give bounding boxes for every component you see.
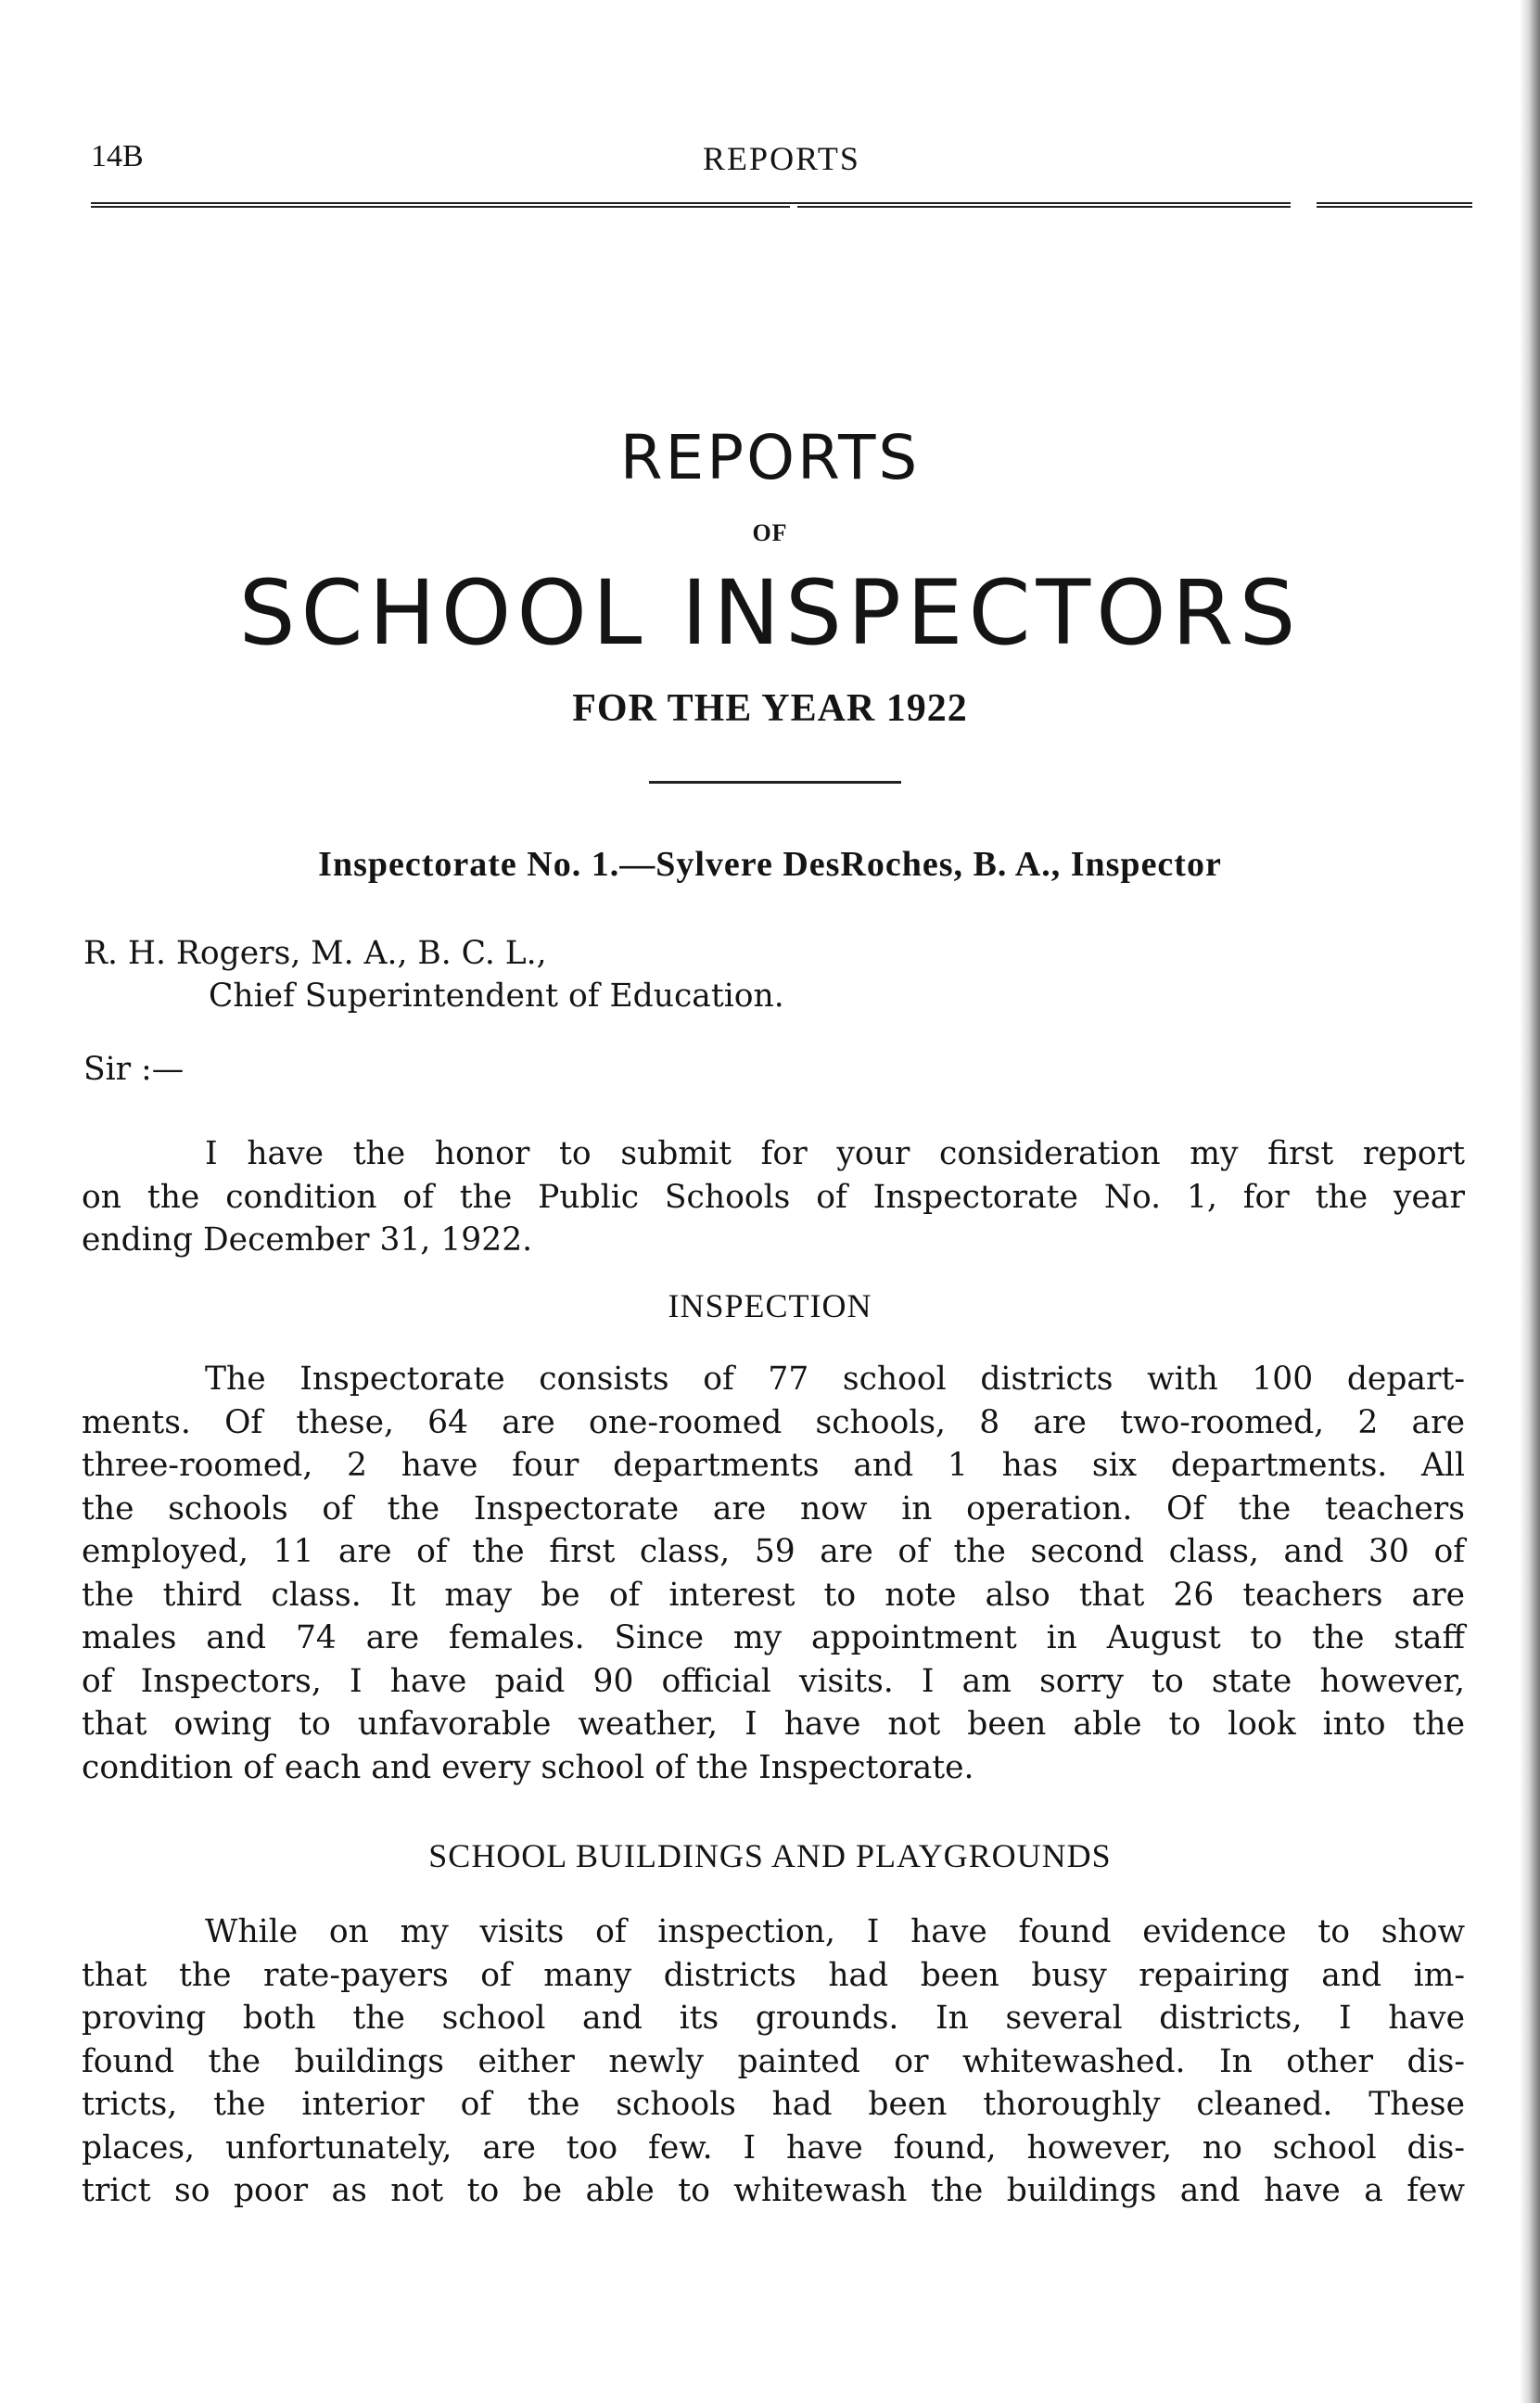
- header-rule-gap: [1291, 198, 1317, 211]
- paragraph-line: that owing to unfavorable weather, I have not been able to look into the: [82, 1706, 1465, 1743]
- paragraph-line: the third class. It may be of interest to note also that 26 teachers are: [82, 1576, 1465, 1614]
- paragraph-line: of Inspectors, I have paid 90 official visits. I am sorry to state however,: [82, 1662, 1465, 1700]
- addressee-title: Chief Superintendent of Education.: [209, 978, 784, 1015]
- header-rule-gap-small: [790, 206, 797, 211]
- paragraph-line: ments. Of these, 64 are one-roomed schools, 8 are two-roomed, 2 are: [82, 1403, 1465, 1441]
- paragraph-line: condition of each and every school of the Inspectorate.: [82, 1748, 974, 1786]
- title-school-inspectors: SCHOOL INSPECTORS: [238, 561, 1302, 665]
- paragraph-line: on the condition of the Public Schools of Inspectorate No. 1, for the year: [82, 1178, 1465, 1216]
- salutation: Sir :—: [83, 1051, 185, 1088]
- paragraph-line: ending December 31, 1922.: [82, 1221, 533, 1259]
- title-year: FOR THE YEAR 1922: [572, 687, 968, 730]
- paragraph-line: the schools of the Inspectorate are now in operation. Of the teachers: [82, 1489, 1465, 1527]
- buildings-paragraph: [82, 1911, 1465, 2213]
- scan-edge-shadow: [1520, 0, 1540, 2403]
- page-number: 14B: [91, 139, 144, 173]
- paragraph-line: tricts, the interior of the schools had been thoroughly cleaned. These: [82, 2086, 1465, 2123]
- running-title: REPORTS: [703, 140, 860, 177]
- paragraph-line: three-roomed, 2 have four departments and 1 has six departments. All: [82, 1447, 1465, 1484]
- paragraph-line: The Inspectorate consists of 77 school districts with 100 depart-: [205, 1361, 1465, 1398]
- paragraph-line: males and 74 are females. Since my appointment in August to the staff: [82, 1619, 1465, 1656]
- paragraph-line: trict so poor as not to be able to whitewash the buildings and have a few: [82, 2172, 1465, 2209]
- header-rule: [91, 202, 1472, 208]
- title-rule: [649, 781, 901, 784]
- running-head: [91, 139, 1472, 185]
- paragraph-line: While on my visits of inspection, I have found evidence to show: [205, 1913, 1465, 1950]
- title-reports: REPORTS: [619, 422, 921, 493]
- addressee-name: R. H. Rogers, M. A., B. C. L.,: [83, 935, 547, 972]
- paragraph-line: that the rate-payers of many districts had been busy repairing and im-: [82, 1956, 1465, 1994]
- paragraph-line: found the buildings either newly painted or whitewashed. In other dis-: [82, 2042, 1465, 2080]
- section-heading-buildings: SCHOOL BUILDINGS AND PLAYGROUNDS: [428, 1837, 1112, 1874]
- intro-paragraph: [82, 1132, 1465, 1262]
- paragraph-line: proving both the school and its grounds. In several districts, I have: [82, 2000, 1465, 2037]
- section-heading-inspection: INSPECTION: [668, 1287, 872, 1324]
- paragraph-line: I have the honor to submit for your consideration my first report: [205, 1135, 1465, 1172]
- paragraph-line: employed, 11 are of the first class, 59 are of the second class, and 30 of: [82, 1533, 1465, 1570]
- inspection-paragraph: [82, 1358, 1465, 1789]
- paragraph-line: places, unfortunately, are too few. I have found, however, no school dis-: [82, 2128, 1465, 2167]
- inspectorate-heading: Inspectorate No. 1.—Sylvere DesRoches, B. A., Inspector: [318, 845, 1222, 884]
- title-of: OF: [752, 519, 788, 546]
